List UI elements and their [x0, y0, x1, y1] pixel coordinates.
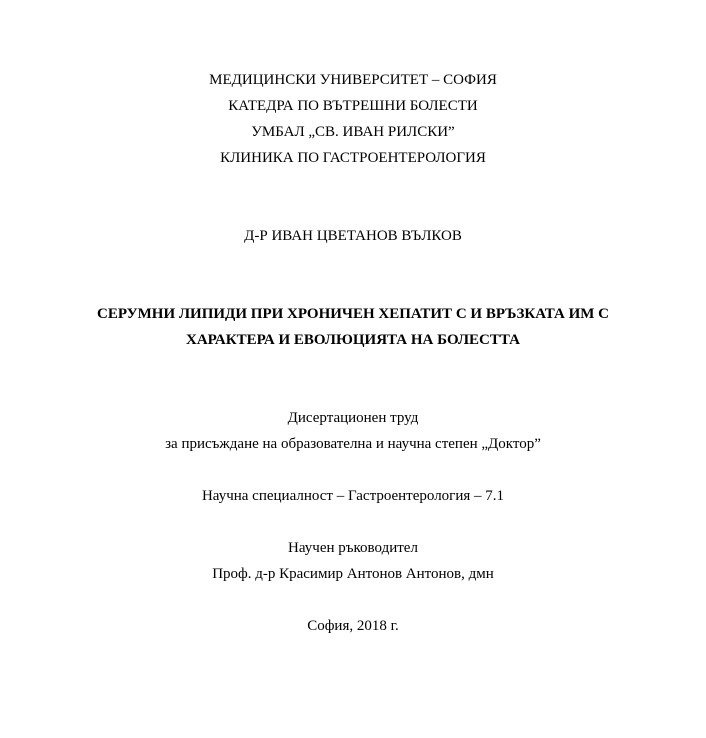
- university-name: МЕДИЦИНСКИ УНИВЕРСИТЕТ – СОФИЯ: [209, 72, 497, 88]
- department-name: КАТЕДРА ПО ВЪТРЕШНИ БОЛЕСТИ: [228, 98, 478, 114]
- scientific-specialty: Научна специалност – Гастроентерология – 7.1: [201, 488, 505, 504]
- dissertation-title-line-1: СЕРУМНИ ЛИПИДИ ПРИ ХРОНИЧЕН ХЕПАТИТ С И ВРЪЗКАТА ИМ С: [96, 306, 610, 322]
- dissertation-purpose: за присъждане на образователна и научна степен „Доктор”: [165, 436, 541, 452]
- supervisor-label: Научен ръководител: [288, 540, 418, 556]
- clinic-name: КЛИНИКА ПО ГАСТРОЕНТЕРОЛОГИЯ: [220, 150, 486, 166]
- hospital-name: УМБАЛ „СВ. ИВАН РИЛСКИ”: [251, 124, 455, 140]
- supervisor-name: Проф. д-р Красимир Антонов Антонов, дмн: [212, 566, 494, 582]
- place-and-year: София, 2018 г.: [307, 618, 399, 634]
- dissertation-title-line-2: ХАРАКТЕРА И ЕВОЛЮЦИЯТА НА БОЛЕСТТА: [186, 332, 520, 348]
- dissertation-type: Дисертационен труд: [287, 410, 419, 426]
- author-name: Д-Р ИВАН ЦВЕТАНОВ ВЪЛКОВ: [244, 228, 462, 244]
